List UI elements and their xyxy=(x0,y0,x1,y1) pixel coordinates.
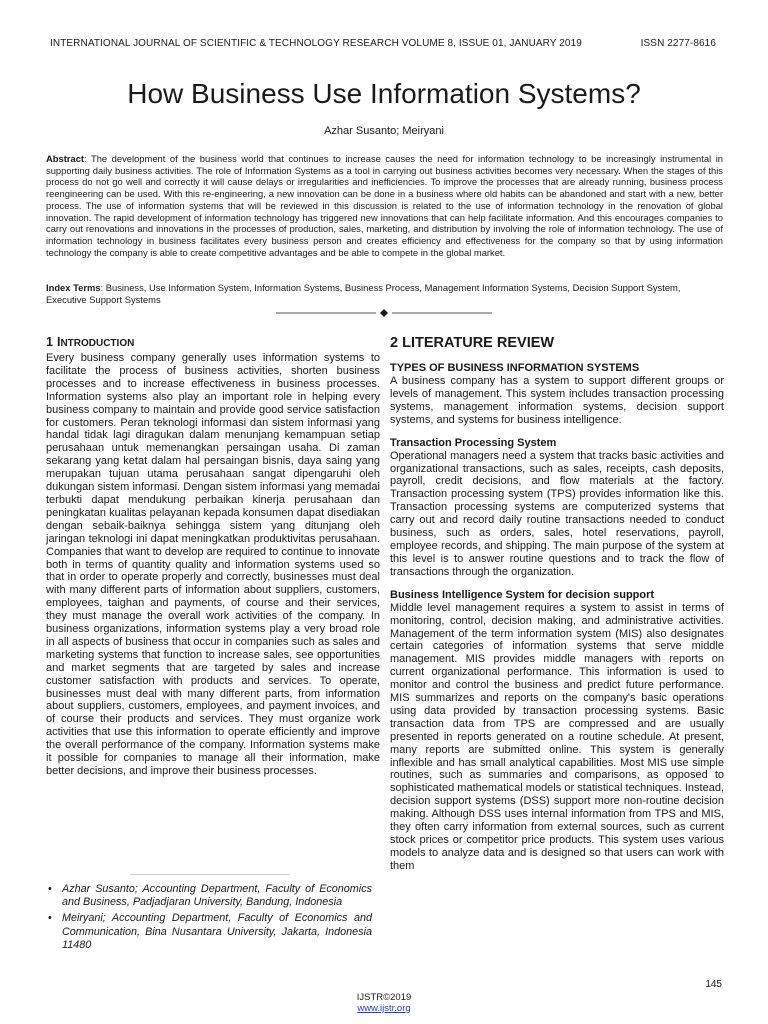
intro-heading-first: I xyxy=(56,335,61,349)
literature-heading: 2 LITERATURE REVIEW xyxy=(390,335,555,351)
tps-heading: Transaction Processing System xyxy=(390,436,557,449)
divider-diamond-icon xyxy=(276,308,492,318)
page-number: 145 xyxy=(705,979,722,990)
tps-body: Operational managers need a system that tracks basic activities and organizational transactions, such as sales, receipts, cash deposits, payroll, credit decisions, and flow materials at the factory. Transaction processing system (TPS) provides information like this. Transaction processing systems are computerized systems that carry out and record daily routine transactions needed to conduct business, such as orders, sales, hotel reservations, payroll, employee records, and shipping. The main purpose of the system at this level is to answer routine questions and to track the flow of transactions through the organization. xyxy=(390,449,724,578)
abstract-label: Abstract xyxy=(46,153,85,164)
index-terms xyxy=(46,282,723,305)
page-footer xyxy=(0,992,768,1014)
issn: ISSN 2277-8616 xyxy=(640,38,716,49)
footnote-text: Meiryani; Accounting Department, Faculty of Economics and Communication, Bina Nusantara University, Jakarta, Indonesia 11480 xyxy=(62,912,372,951)
left-column xyxy=(46,334,380,778)
types-heading: TYPES OF BUSINESS INFORMATION SYSTEMS xyxy=(390,362,640,374)
abstract-text: : The development of the business world that continues to increase causes the need for information technology to be increasingly instrumental in supporting daily business activities. The role of Information Systems as a tool in carrying out business activities becomes very necessary. When the stages of this process do not go well and correctly it will cause delays or irregularities and inefficiencies. To improve the processes that are already running, business process reengineering can be used. With this re-engineering, a new innovation can be done in a business where old habits can be abandoned and start with a new, better process. The use of information systems that will be reviewed in this discussion is related to the use of information technology in the renovation of global innovation. The rapid development of information technology has triggered new innovations that can help facilitate information. And this encourages companies to carry out renovations and innovations in the processes of production, sales, marketing, and distribution by involving the role of information technology. The use of information technology in business facilitates every business person and creates efficiency and effectiveness for the company so that by using information technology the company is able to create competitive advantages and be able to compete in the global market. xyxy=(46,153,723,258)
footnote-item xyxy=(46,883,372,909)
footnote-bullet: • xyxy=(48,912,52,925)
intro-heading xyxy=(46,334,380,352)
intro-number: 1 xyxy=(46,335,53,349)
paper-authors: Azhar Susanto; Meiryani xyxy=(324,125,444,137)
types-body: A business company has a system to support different groups or levels of management. This system includes transaction processing systems, management information systems, decision support systems, and systems for business intelligence. xyxy=(390,375,724,426)
intro-body: Every business company generally uses information systems to facilitate the process of business activities, shorten business processes and to increase effectiveness in business processes. Information systems also play an important role in helping every business company to maintain and provide good service satisfaction for customers. Peran teknologi informasi dan sistem informasi yang handal tidak lagi diragukan dalam menunjang kemampuan setiap perusahaan untuk memenangkan persaingan usaha. Di zaman sekarang yang ketat dalam hal persaingan bisnis, daya saing yang merupakan tujuan utama perusahaan sangat dipengaruhi oleh dukungan sistem informasi. Dengan sistem informasi yang memadai terbukti dapat mendukung perbaikan kinerja perusahaan dan peningkatan kualitas pelayanan kepada konsumen dapat disediakan dengan sebaik-baiknya sehingga sistem yang ditunjang oleh jaringan teknologi ini dapat meningkatkan produktivitas perusahaan. Companies that want to develop are required to continue to innovate both in terms of quantity quality and information systems used so that in order to operate properly and correctly, businesses must deal with many different parts of information about suppliers, customers, employees, taighan and payments, of course and their services, they must manage the overall work activities of the company. In business organizations, information systems play a very broad role in all aspects of business that occur in companies such as sales and marketing systems that function to increase sales, see opportunities and market segments that are targeted by sales and increase customer satisfaction with products and services. To operate, businesses must deal with many different parts, from information about suppliers, customers, employees, and payment invoices, and of course their products and services. They must organize work activities that use this information to operate efficiently and improve the overall performance of the company. Information systems make it possible for companies to manage all their information, make better decisions, and improve their business processes. xyxy=(46,352,380,777)
section-divider xyxy=(0,308,768,320)
abstract xyxy=(46,153,723,258)
bi-body: Middle level management requires a system to assist in terms of monitoring, control, decision making, and administrative activities. Management of the term information system (MIS) also designates certain categories of information systems that serve middle management. MIS provides middle managers with reports on current organizational performance. This information is used to monitor and control the business and predict future performance. MIS summarizes and reports on the company's basic operations using data provided by transaction processing systems. Basic transaction data from TPS are compressed and are usually presented in reports generated on a routine schedule. At present, many reports are submitted online. This system is generally inflexible and has small analytical capabilities. Most MIS use simple routines, such as summaries and comparisons, as opposed to sophisticated mathematical models or statistical techniques. Instead, decision support systems (DSS) support more non-routine decision making. Although DSS uses internal information from TPS and MIS, they often carry information from external sources, such as current stock prices or competitor price products. This system uses various models to analyze data and is designed so that users can work with them xyxy=(390,601,724,872)
spacer xyxy=(390,427,724,437)
footer-link[interactable]: www.ijstr.org xyxy=(357,1003,411,1014)
author-footnotes xyxy=(46,883,372,955)
paper-title: How Business Use Information Systems? xyxy=(127,78,641,109)
footnote-item xyxy=(46,912,372,952)
footnote-bullet: • xyxy=(48,883,52,895)
bi-heading: Business Intelligence System for decision support xyxy=(390,588,655,601)
index-terms-label: Index Terms xyxy=(46,282,101,293)
right-column xyxy=(390,334,724,873)
index-terms-text: : Business, Use Information System, Information Systems, Business Process, Management Information Systems, Decision Support System, Executive Support Systems xyxy=(46,282,681,305)
journal-title: INTERNATIONAL JOURNAL OF SCIENTIFIC & TECHNOLOGY RESEARCH VOLUME 8, ISSUE 01, JANUARY 2019 xyxy=(50,38,582,49)
journal-header xyxy=(50,38,716,52)
footer-copyright: IJSTR©2019 xyxy=(356,992,412,1003)
intro-heading-rest: NTRODUCTION xyxy=(60,338,135,349)
footnote-text: Azhar Susanto; Accounting Department, Faculty of Economics and Business, Padjadjaran University, Bandung, Indonesia xyxy=(62,883,372,909)
footnote-rule xyxy=(130,874,290,875)
spacer xyxy=(390,579,724,589)
